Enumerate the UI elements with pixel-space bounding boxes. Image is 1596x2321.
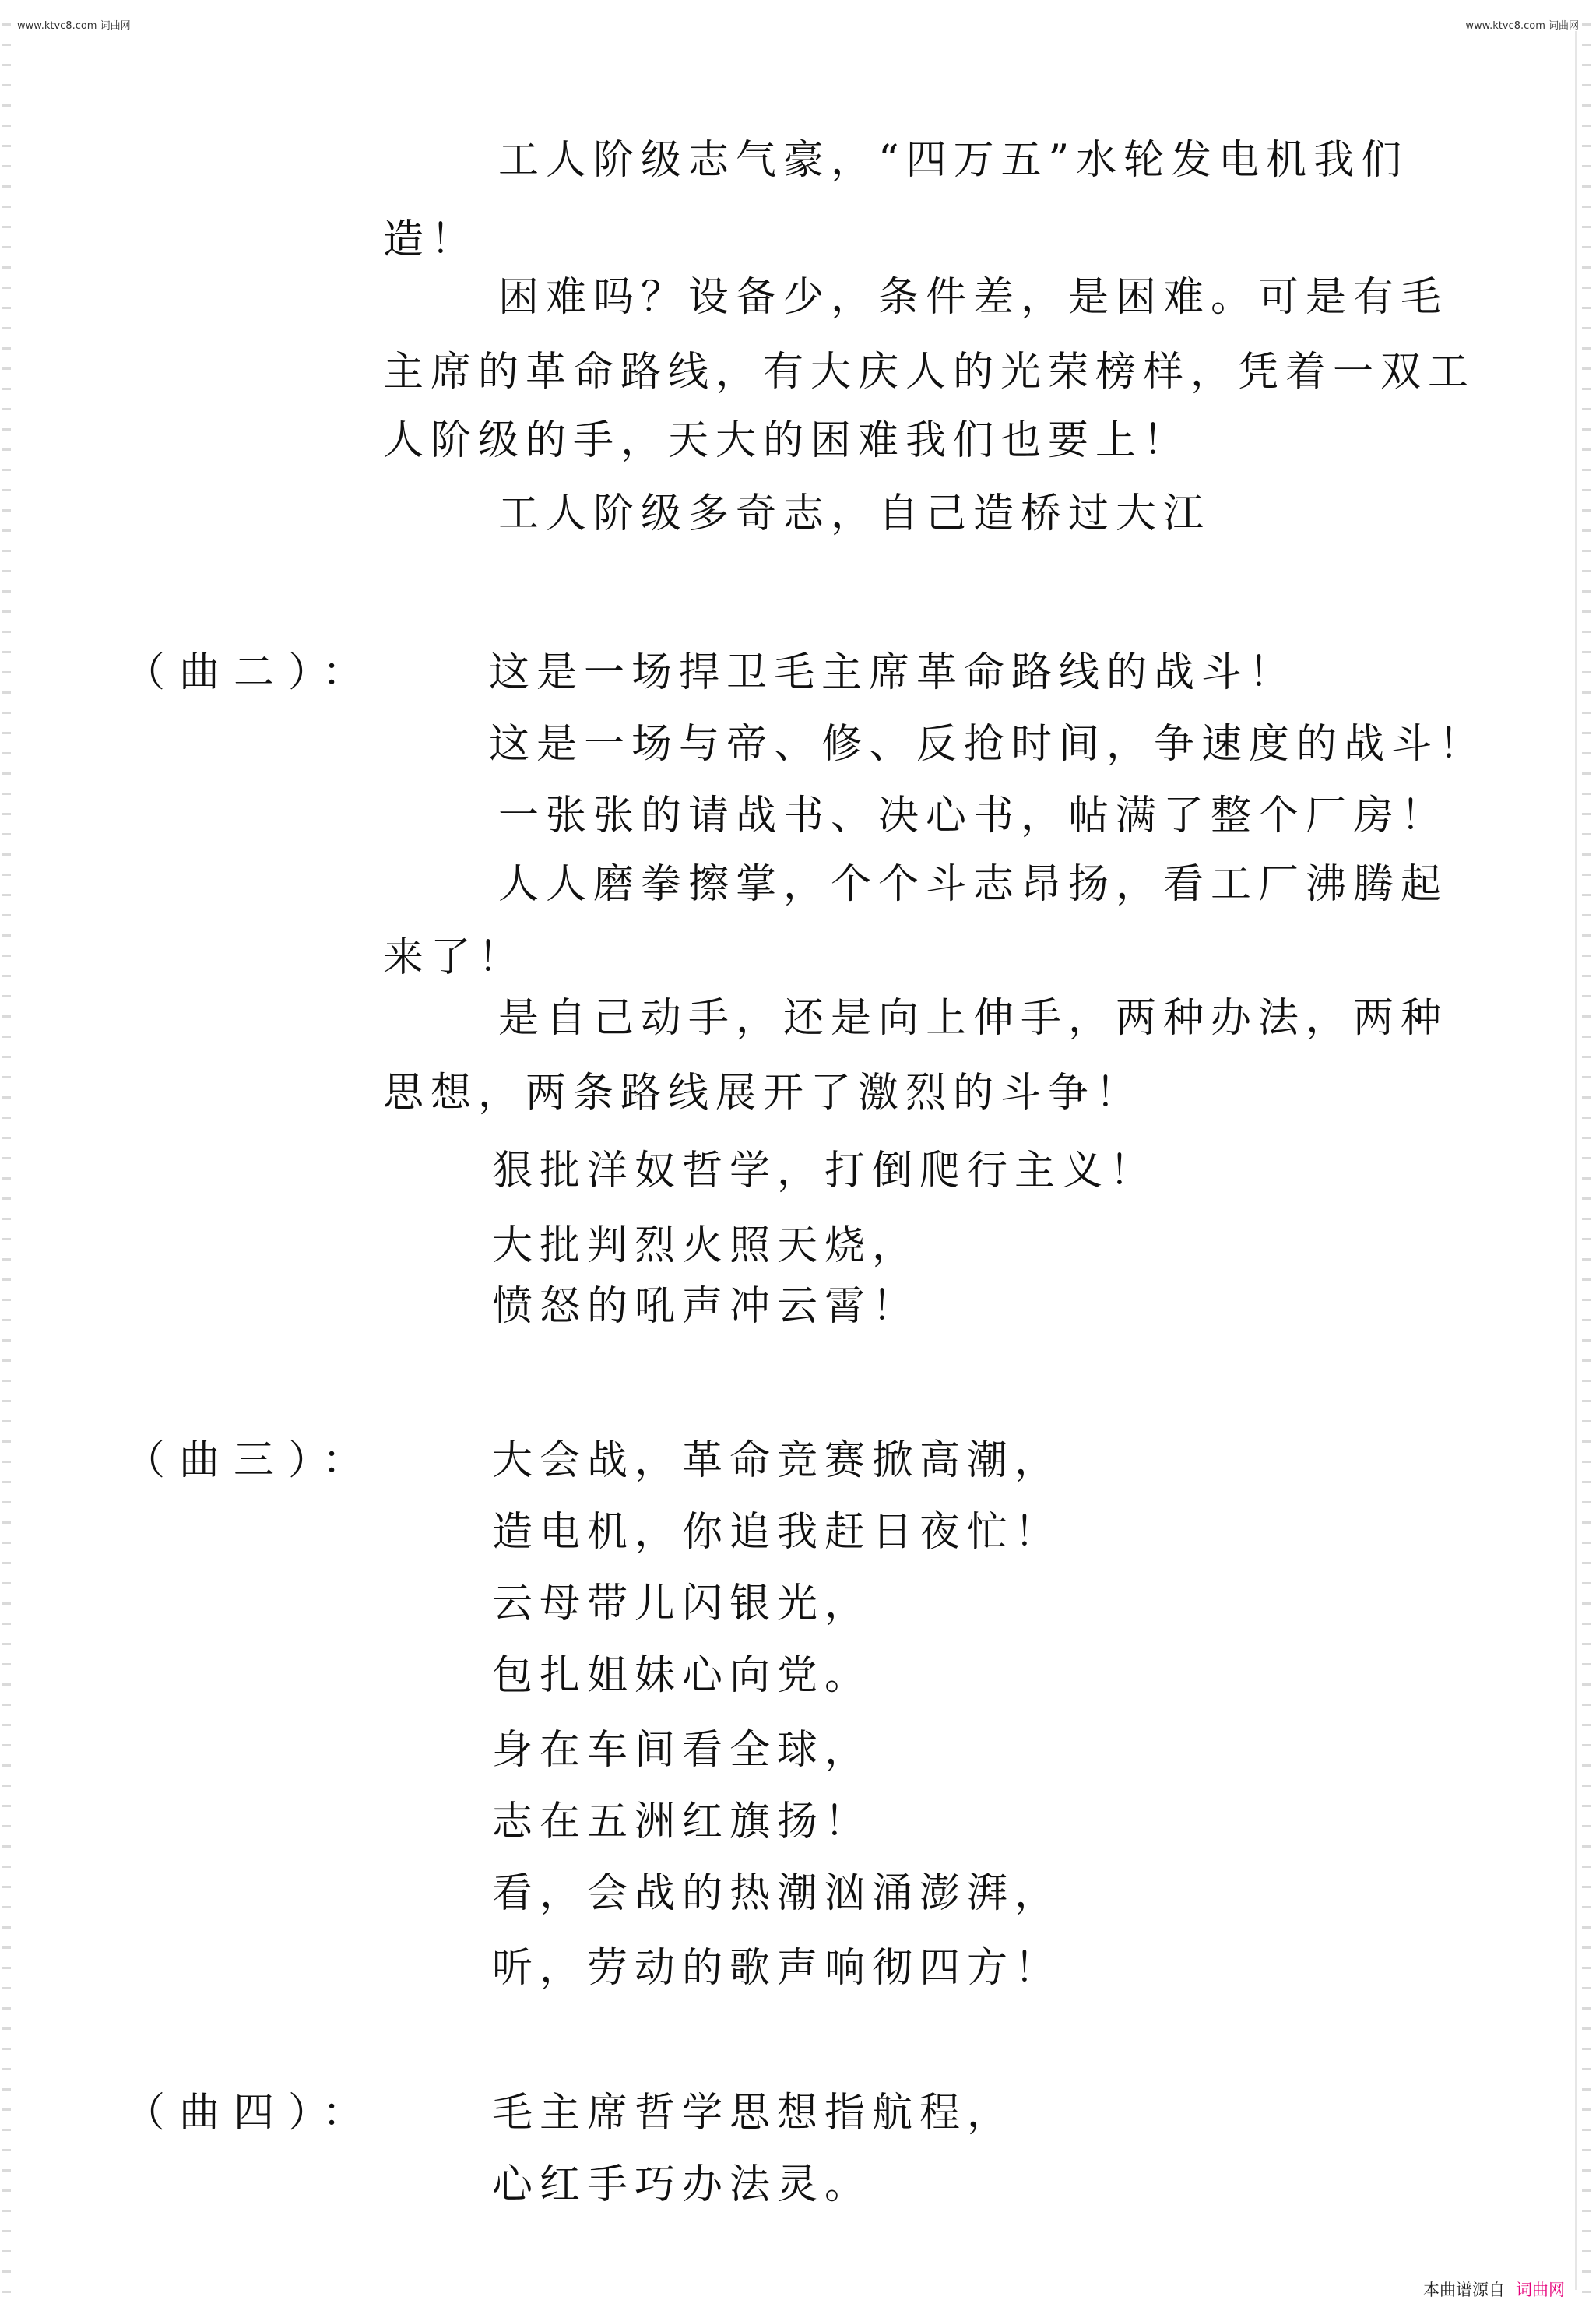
lyric-line: 人阶级的手，天大的困难我们也要上！	[383, 417, 1191, 464]
lyric-line: 一张张的请战书、决心书，帖满了整个厂房！	[498, 793, 1449, 839]
lyric-line: 大批判烈火照天烧，	[492, 1222, 920, 1269]
lyric-line: 包扎姐妹心向党。	[492, 1652, 873, 1699]
lyric-line: 心红手巧办法灵。	[492, 2161, 873, 2208]
lyric-line: 大会战，革命竞赛掀高潮，	[492, 1437, 1063, 1484]
section-label-qu4: （曲四）：	[125, 2090, 378, 2136]
lyric-line: 这是一场与帝、修、反抢时间，争速度的战斗！	[489, 721, 1487, 768]
lyric-line: 思想，两条路线展开了激烈的斗争！	[383, 1070, 1144, 1117]
lyric-line: 造电机，你追我赶日夜忙！	[492, 1509, 1063, 1556]
section-label-qu2: （曲二）：	[125, 649, 378, 696]
lyric-line: 听，劳动的歌声响彻四方！	[492, 1945, 1063, 1992]
lyric-line: 工人阶级多奇志，自己造桥过大江	[498, 491, 1211, 537]
footer-text: 本曲谱源自	[1423, 2281, 1505, 2299]
lyric-line: 狠批洋奴哲学，打倒爬行主义！	[492, 1148, 1158, 1194]
lyric-line: 志在五洲红旗扬！	[492, 1799, 873, 1845]
lyric-line: 来了！	[383, 934, 526, 981]
lyric-line: 是自己动手，还是向上伸手，两种办法，两种	[498, 995, 1449, 1042]
lyric-line: 人人磨拳擦掌，个个斗志昂扬，看工厂沸腾起	[498, 861, 1449, 908]
lyric-line: 看，会战的热潮汹涌澎湃，	[492, 1870, 1063, 1917]
lyric-line: 愤怒的吼声冲云霄！	[492, 1283, 920, 1330]
lyric-line: 主席的革命路线，有大庆人的光荣榜样，凭着一双工	[383, 349, 1476, 396]
header-site-left: www.ktvc8.com 词曲网	[17, 20, 131, 32]
lyric-line: 造！	[383, 216, 479, 263]
footer-brand-link[interactable]: 词曲网	[1516, 2281, 1565, 2299]
lyric-line: 工人阶级志气豪，“四万五”水轮发电机我们	[498, 137, 1409, 184]
lyric-line: 身在车间看全球，	[492, 1727, 873, 1774]
lyric-line: 毛主席哲学思想指航程，	[492, 2090, 1015, 2136]
left-edge-watermark	[2, 23, 11, 2298]
page-border-line	[1575, 31, 1577, 2290]
header-site-right: www.ktvc8.com 词曲网	[1465, 20, 1579, 32]
section-label-qu3: （曲三）：	[125, 1437, 378, 1484]
lyric-line: 这是一场捍卫毛主席革命路线的战斗！	[489, 649, 1297, 696]
lyric-line: 困难吗？设备少，条件差，是困难。可是有毛	[498, 274, 1449, 321]
right-edge-watermark	[1582, 23, 1591, 2298]
footer-source	[1423, 2277, 1565, 2301]
lyric-line: 云母带儿闪银光，	[492, 1581, 873, 1627]
